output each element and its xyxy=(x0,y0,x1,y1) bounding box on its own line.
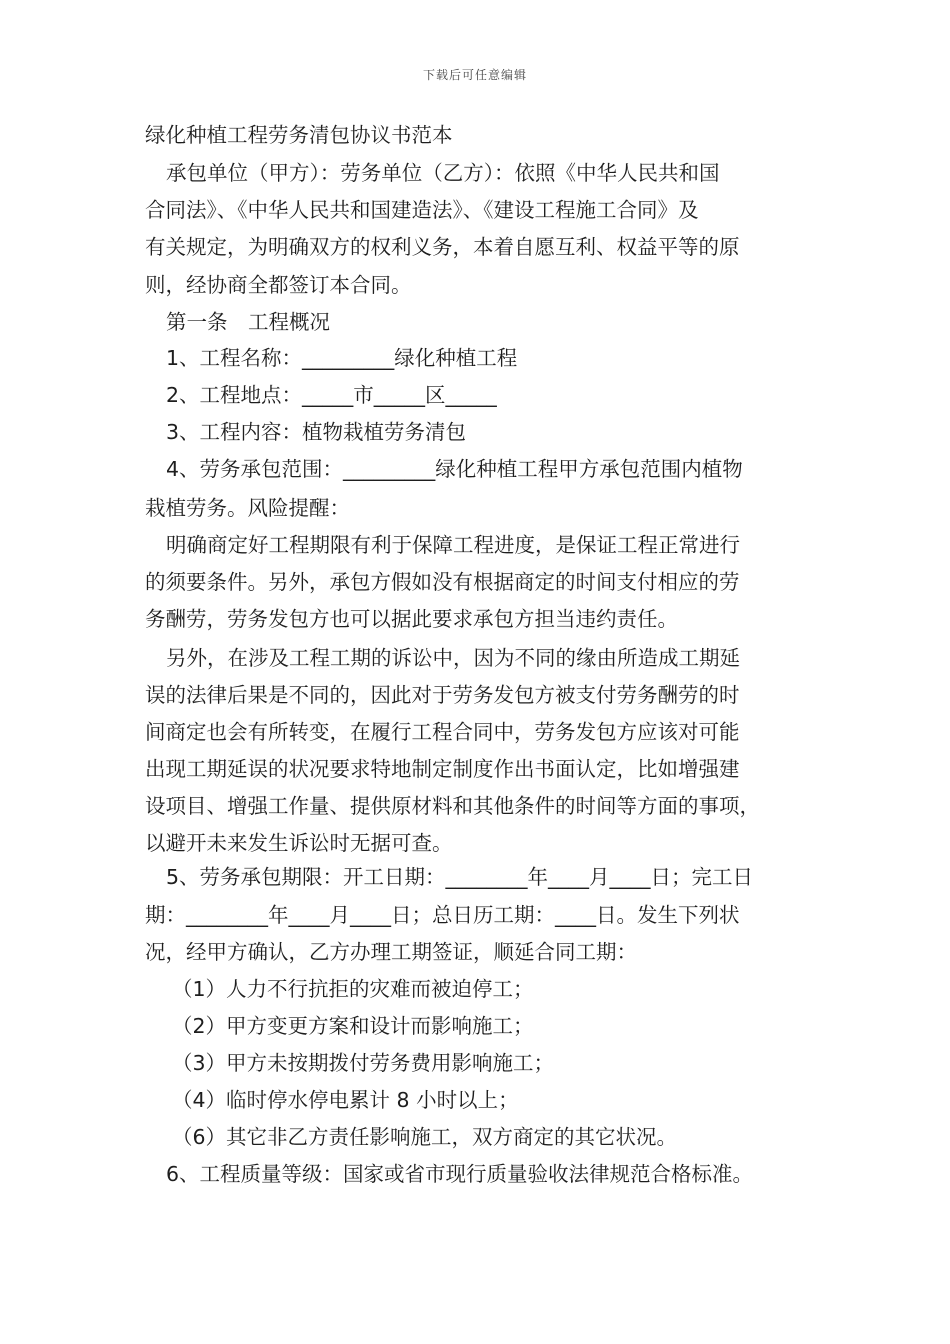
paragraph-line: 2、工程地点：_____市_____区_____ xyxy=(166,383,497,407)
paragraph-line: 务酬劳，劳务发包方也可以据此要求承包方担当违约责任。 xyxy=(145,607,678,631)
paragraph-line: 误的法律后果是不同的，因此对于劳务发包方被支付劳务酬劳的时 xyxy=(145,683,740,707)
list-item: （4）临时停水停电累计 8 小时以上； xyxy=(172,1088,519,1112)
list-item: （1）人力不行抗拒的灾难而被迫停工； xyxy=(172,977,534,1001)
paragraph-line: 合同法》、《中华人民共和国建造法》、《建设工程施工合同》及 xyxy=(145,198,699,222)
paragraph-line: 设项目、增强工作量、提供原材料和其他条件的时间等方面的事项， xyxy=(145,794,760,818)
paragraph-line: 1、工程名称：_________绿化种植工程 xyxy=(166,346,518,370)
list-item: （3）甲方未按期拨付劳务费用影响施工； xyxy=(172,1051,555,1075)
paragraph-line: 有关规定，为明确双方的权利义务，本着自愿互利、权益平等的原 xyxy=(145,235,740,259)
paragraph-line: 3、工程内容：植物栽植劳务清包 xyxy=(166,420,467,444)
list-item: （6）其它非乙方责任影响施工，双方商定的其它状况。 xyxy=(172,1125,678,1149)
paragraph-line: 以避开未来发生诉讼时无据可查。 xyxy=(145,831,453,855)
paragraph-line: 则，经协商全都签订本合同。 xyxy=(145,273,412,297)
paragraph-line: 况，经甲方确认，乙方办理工期签证，顺延合同工期： xyxy=(145,940,637,964)
section-heading: 第一条 工程概况 xyxy=(166,310,330,334)
document-title: 绿化种植工程劳务清包协议书范本 xyxy=(145,123,453,147)
paragraph-line: 出现工期延误的状况要求特地制定制度作出书面认定，比如增强建 xyxy=(145,757,740,781)
paragraph-line: 栽植劳务。风险提醒： xyxy=(145,496,350,520)
paragraph-line: 5、劳务承包期限：开工日期：________年____月____日；完工日 xyxy=(166,865,754,889)
paragraph-line: 明确商定好工程期限有利于保障工程进度，是保证工程正常进行 xyxy=(166,533,740,557)
paragraph-line: 承包单位（甲方）：劳务单位（乙方）：依照《中华人民共和国 xyxy=(166,161,720,185)
paragraph-line: 另外，在涉及工程工期的诉讼中，因为不同的缘由所造成工期延 xyxy=(166,646,740,670)
paragraph-line: 的须要条件。另外，承包方假如没有根据商定的时间支付相应的劳 xyxy=(145,570,740,594)
list-item: （2）甲方变更方案和设计而影响施工； xyxy=(172,1014,534,1038)
paragraph-line: 间商定也会有所转变，在履行工程合同中，劳务发包方应该对可能 xyxy=(145,720,740,744)
paragraph-line: 期：________年____月____日；总日历工期：____日。发生下列状 xyxy=(145,903,740,927)
header-note: 下载后可任意编辑 xyxy=(422,68,527,82)
paragraph-line: 6、工程质量等级：国家或省市现行质量验收法律规范合格标准。 xyxy=(166,1162,754,1186)
paragraph-line: 4、劳务承包范围：_________绿化种植工程甲方承包范围内植物 xyxy=(166,457,743,481)
